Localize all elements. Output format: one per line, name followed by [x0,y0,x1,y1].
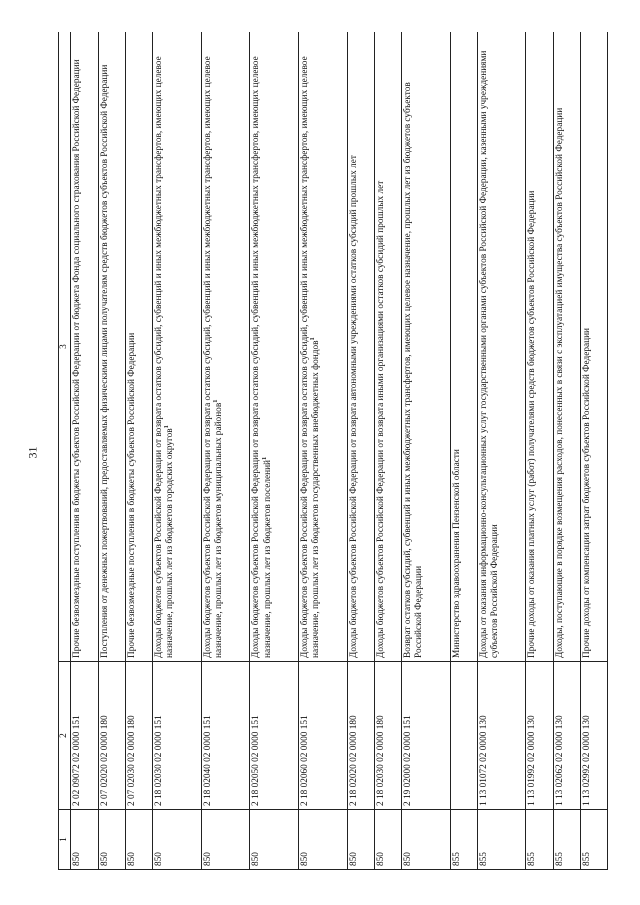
budget-code-cell: 1 13 02062 02 0000 130 [553,662,580,810]
admin-code-cell: 850 [298,810,347,870]
table-row [580,32,607,870]
table-row [553,32,580,870]
document-page [58,32,608,870]
budget-code-cell: 1 13 01072 02 0000 130 [477,662,526,810]
description-text: Поступления от денежных пожертвований, предоставляемых физическими лицами получателям средств бюджетов субъектов Российской Федерации [99,64,110,658]
description-cell [580,32,607,662]
description-cell [374,32,401,662]
description-cell [298,32,347,662]
description-cell [526,32,553,662]
description-text: Прочие безвозмездные поступления в бюджеты субъектов Российской Федерации от бюджета Фонда социального страхования Российской Федерации [72,59,83,658]
description-text: Доходы бюджетов субъектов Российской Федерации от возврата остатков субсидий, субвенций и иных межбюджетных трансфертов, имеющих целевое назначение, прошлых лет из бюджетов муниципальных районов [202,56,224,658]
admin-code-cell: 850 [374,810,401,870]
table-row [250,32,299,870]
description-text: Доходы бюджетов субъектов Российской Федерации от возврата остатков субсидий, субвенций и иных межбюджетных трансфертов, имеющих целевое назначение, прошлых лет из бюджетов городских округов [153,56,176,658]
description-text: Возврат остатков субсидий, субвенций и иных межбюджетных трансфертов, имеющих целевое назначение, прошлых лет из бюджетов субъектов Российской Федерации [402,82,425,658]
table-row [374,32,401,870]
description-cell [98,32,125,662]
admin-code-cell: 855 [450,810,477,870]
table-row [125,32,152,870]
table-body [71,32,608,870]
description-cell [477,32,526,662]
description-text: Прочие безвозмездные поступления в бюджеты субъектов Российской Федерации [126,332,137,658]
admin-code-cell: 850 [201,810,250,870]
description-cell [347,32,374,662]
description-text: Доходы бюджетов субъектов Российской Федерации от возврата остатков субсидий, субвенций и иных межбюджетных трансфертов, имеющих целевое назначение, прошлых лет из бюджетов государственных внебюджетных фондов [299,56,322,658]
page-number-text: 31 [25,446,39,459]
description-text: Доходы, поступающие в порядке возмещения расходов, понесенных в связи с эксплуатацией имущества субъектов Российской Федерации [554,107,565,658]
admin-code-cell: 850 [250,810,299,870]
page-number [0,0,39,905]
admin-code-cell: 855 [553,810,580,870]
description-cell [401,32,450,662]
footnote-marker: 1 [211,399,219,403]
description-text: Прочие доходы от компенсации затрат бюджетов субъектов Российской Федерации [581,327,592,658]
budget-code-cell: 2 07 02030 02 0000 180 [125,662,152,810]
table-row [298,32,347,870]
table-row [401,32,450,870]
column-header-1: 1 [59,810,71,870]
budget-code-cell [450,662,477,810]
revenue-codes-table [58,32,608,870]
budget-code-cell: 1 13 02992 02 0000 130 [580,662,607,810]
table-row [98,32,125,870]
table-row [347,32,374,870]
budget-code-cell: 2 18 02040 02 0000 151 [201,662,250,810]
budget-code-cell: 2 19 02000 02 0000 151 [401,662,450,810]
description-text: Доходы от оказания информационно-консультационных услуг государственными органами субъектов Российской Федерации, казенными учреждениями субъектов Российской Федерации [478,50,501,658]
description-cell [201,32,250,662]
budget-code-cell: 2 18 02030 02 0000 151 [152,662,201,810]
budget-code-cell: 2 07 02020 02 0000 180 [98,662,125,810]
description-cell [71,32,98,662]
admin-code-cell: 855 [526,810,553,870]
description-text: Доходы бюджетов субъектов Российской Федерации от возврата иными организациями остатков субсидий прошлых лет [375,180,386,658]
table-row [71,32,98,870]
description-text: Доходы бюджетов субъектов Российской Федерации от возврата автономными учреждениями остатков субсидий прошлых лет [348,155,359,658]
admin-code-cell: 850 [347,810,374,870]
budget-code-cell: 1 13 01992 02 0000 130 [526,662,553,810]
budget-code-cell: 2 18 02020 02 0000 180 [347,662,374,810]
footnote-marker: 1 [309,337,317,341]
description-text: Доходы бюджетов субъектов Российской Федерации от возврата остатков субсидий, субвенций и иных межбюджетных трансфертов, имеющих целевое назначение, прошлых лет из бюджетов поселений [251,56,273,658]
table-header-row [59,32,71,870]
table-row [201,32,250,870]
admin-code-cell: 850 [71,810,98,870]
description-cell [125,32,152,662]
budget-code-cell: 2 02 09072 02 0000 151 [71,662,98,810]
admin-code-cell: 850 [152,810,201,870]
footnote-marker: 1 [260,456,268,460]
column-header-3: 3 [59,32,71,662]
admin-code-cell: 855 [580,810,607,870]
description-cell [553,32,580,662]
table-row [450,32,477,870]
budget-code-cell: 2 18 02060 02 0000 151 [298,662,347,810]
admin-code-cell: 850 [98,810,125,870]
description-text: Министерство здравоохранения Пензенской области [451,449,462,658]
column-header-2: 2 [59,662,71,810]
budget-code-cell: 2 18 02050 02 0000 151 [250,662,299,810]
budget-code-cell: 2 18 02030 02 0000 180 [374,662,401,810]
table-row [477,32,526,870]
description-cell [152,32,201,662]
admin-code-cell: 855 [477,810,526,870]
footnote-marker: 1 [163,425,171,429]
description-cell [450,32,477,662]
table-row [526,32,553,870]
admin-code-cell: 850 [125,810,152,870]
description-text: Прочие доходы от оказания платных услуг (работ) получателями средств бюджетов субъектов Российской Федерации [527,190,538,658]
table-row [152,32,201,870]
admin-code-cell: 850 [401,810,450,870]
description-cell [250,32,299,662]
